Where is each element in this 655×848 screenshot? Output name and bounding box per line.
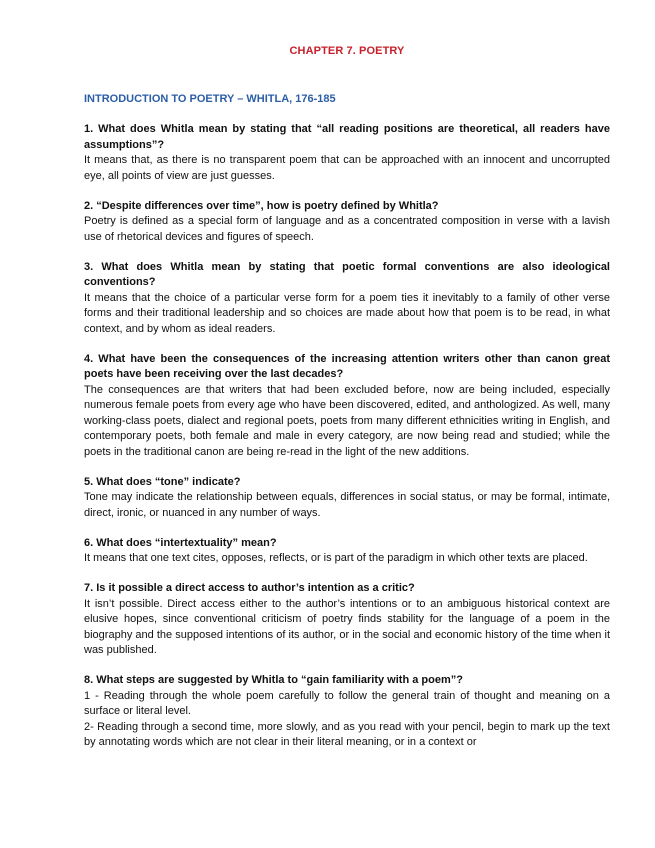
qa-item-6 [84,536,610,567]
answer-6: It means that one text cites, opposes, reflects, or is part of the paradigm in which other texts are placed. [84,552,588,564]
qa-item-8 [84,673,610,751]
qa-item-4 [84,352,610,461]
question-8: 8. What steps are suggested by Whitla to “gain familiarity with a poem”? [84,674,463,686]
question-4: 4. What have been the consequences of the increasing attention writers other than canon great poets have been receiving over the last decades? [84,352,610,380]
answer-5: Tone may indicate the relationship between equals, differences in social status, or may be formal, intimate, direct, ironic, or nuanced in any number of ways. [84,491,610,519]
answer-4: The consequences are that writers that had been excluded before, now are being included, especially numerous female poets from every age who have been discovered, edited, and anthologized. As well, many working-class poets, dialect and regional poets, poets from many different ethnicities writing in English, and contemporary poets, both female and male in every category, are now being read and studied; while the poets in the traditional canon are being re-read in the light of the new additions. [84,383,610,458]
answer-7: It isn’t possible. Direct access either to the author’s intentions or to an ambiguous historical context are elusive hopes, since conventional criticism of poetry finds stability for the language of a poem in the biography and the supposed intentions of its author, or in the social and economic history of the time when it was published. [84,597,610,656]
answer-2: Poetry is defined as a special form of language and as a concentrated composition in verse with a lavish use of rhetorical devices and figures of speech. [84,215,610,243]
question-3: 3. What does Whitla mean by stating that poetic formal conventions are also ideological conventions? [84,260,610,288]
qa-item-2 [84,199,610,246]
qa-item-1 [84,122,610,184]
answer-1: It means that, as there is no transparent poem that can be approached with an innocent and uncorrupted eye, all points of view are just guesses. [84,154,610,182]
answer-3: It means that the choice of a particular verse form for a poem ties it inevitably to a family of other verse forms and their traditional leadership and so choices are made about how that poem is to be read, in what context, and by whom as ideal readers. [84,291,610,335]
qa-item-7 [84,581,610,659]
question-list [84,122,610,765]
section-title: INTRODUCTION TO POETRY – WHITLA, 176-185 [84,93,336,105]
question-2: 2. “Despite differences over time”, how is poetry defined by Whitla? [84,199,439,212]
question-1: 1. What does Whitla mean by stating that “all reading positions are theoretical, all readers have assumptions”? [84,123,610,151]
question-6: 6. What does “intertextuality” mean? [84,536,277,549]
qa-item-3 [84,260,610,338]
qa-item-5 [84,475,610,522]
answer-8-step-1: 1 - Reading through the whole poem carefully to follow the general train of thought and meaning on a surface or literal level. [84,689,610,717]
question-7: 7. Is it possible a direct access to author’s intention as a critic? [84,582,415,594]
chapter-title: CHAPTER 7. POETRY [289,45,405,57]
answer-8-step-2: 2- Reading through a second time, more slowly, and as you read with your pencil, begin to mark up the text by annotating words which are not clear in their literal meaning, or in a context or [84,720,610,748]
question-5: 5. What does “tone” indicate? [84,475,241,488]
